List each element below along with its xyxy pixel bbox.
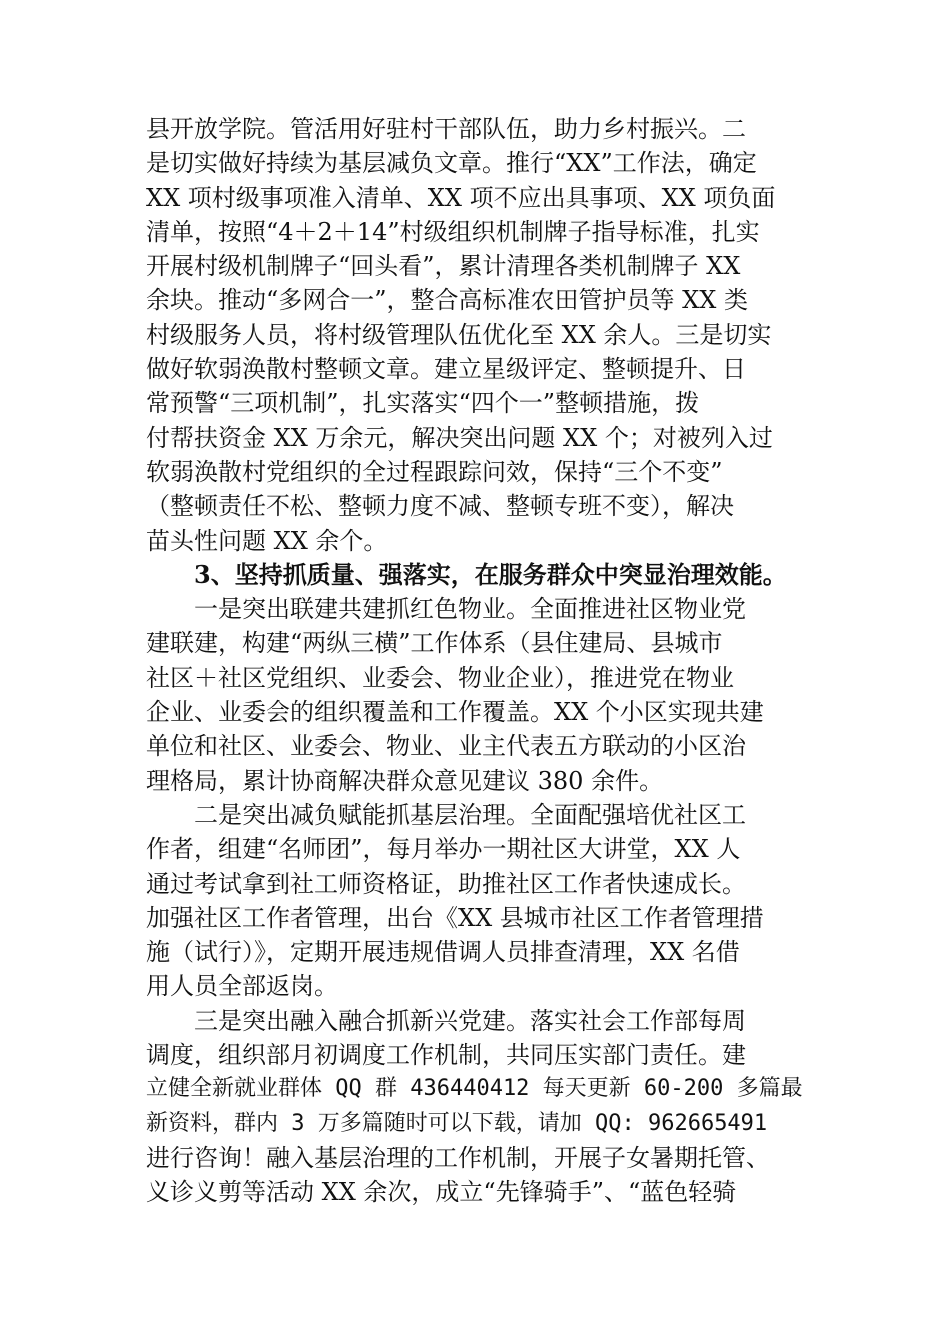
text-line: 清单，按照“4＋2＋14”村级组织机制牌子指导标准，扎实 [146,217,760,246]
text-line: 余块。推动“多网合一”，整合高标准农田管护员等 XX 类 [146,286,748,315]
text-line: 义诊义剪等活动 XX 余次，成立“先锋骑手”、“蓝色轻骑 [146,1178,737,1207]
text-line: 苗头性问题 XX 余个。 [146,526,388,555]
text-line: 三是突出融入融合抓新兴党建。落实社会工作部每周 [194,1006,746,1035]
text-line: 做好软弱涣散村整顿文章。建立星级评定、整顿提升、日 [146,355,746,384]
text-line: 软弱涣散村党组织的全过程跟踪问效，保持“三个不变” [146,457,723,486]
paragraph-red-property [146,592,806,798]
text-line: 加强社区工作者管理，出台《XX 县城市社区工作者管理措 [146,903,764,932]
text-line: （整顿责任不松、整顿力度不减、整顿专班不变），解决 [146,492,734,521]
document-page [146,112,806,1210]
text-line: 是切实做好持续为基层减负文章。推行“XX”工作法，确定 [146,149,757,178]
text-line: 村级服务人员，将村级管理队伍优化至 XX 余人。三是切实 [146,320,772,349]
text-line: 进行咨询！融入基层治理的工作机制，开展子女暑期托管、 [146,1143,770,1172]
text-line: 社区＋社区党组织、业委会、物业企业），推进党在物业 [146,663,734,692]
section-heading [146,558,806,592]
text-line: 调度，组织部月初调度工作机制，共同压实部门责任。建 [146,1041,746,1070]
text-line: 单位和社区、业委会、物业、业主代表五方联动的小区治 [146,732,746,761]
text-line: 施（试行）》，定期开展违规借调人员排查清理，XX 名借 [146,938,740,967]
text-line: 新资料，群内 3 万多篇随时可以下载，请加 QQ: 962665491 [146,1110,768,1136]
text-line: 一是突出联建共建抓红色物业。全面推进社区物业党 [194,595,746,624]
text-line: 常预警“三项机制”，扎实落实“四个一”整顿措施，拨 [146,389,700,418]
text-line: 通过考试拿到社工师资格证，助推社区工作者快速成长。 [146,869,746,898]
text-line: 企业、业委会的组织覆盖和工作覆盖。XX 个小区实现共建 [146,698,764,727]
heading-line: 3、坚持抓质量、强落实，在服务群众中突显治理效能。 [194,559,787,589]
text-line: 开展村级机制牌子“回头看”，累计清理各类机制牌子 XX [146,252,741,281]
paragraph-new-party-building [146,1004,806,1210]
text-line: 县开放学院。管活用好驻村干部队伍，助力乡村振兴。二 [146,115,746,143]
text-line: 用人员全部返岗。 [146,972,338,1001]
text-line: 立健全新就业群体 QQ 群 436440412 每天更新 60-200 多篇最 [146,1076,803,1102]
text-line: XX 项村级事项准入清单、XX 项不应出具事项、XX 项负面 [146,183,776,212]
text-line: 二是突出减负赋能抓基层治理。全面配强培优社区工 [194,800,746,829]
paragraph-rural-governance [146,112,806,558]
paragraph-burden-reduction [146,798,806,1004]
text-line: 建联建，构建“两纵三横”工作体系（县住建局、县城市 [146,629,723,658]
text-line: 理格局，累计协商解决群众意见建议 380 余件。 [146,766,664,795]
text-line: 作者，组建“名师团”，每月举办一期社区大讲堂，XX 人 [146,835,741,864]
text-line: 付帮扶资金 XX 万余元，解决突出问题 XX 个；对被列入过 [146,423,773,452]
